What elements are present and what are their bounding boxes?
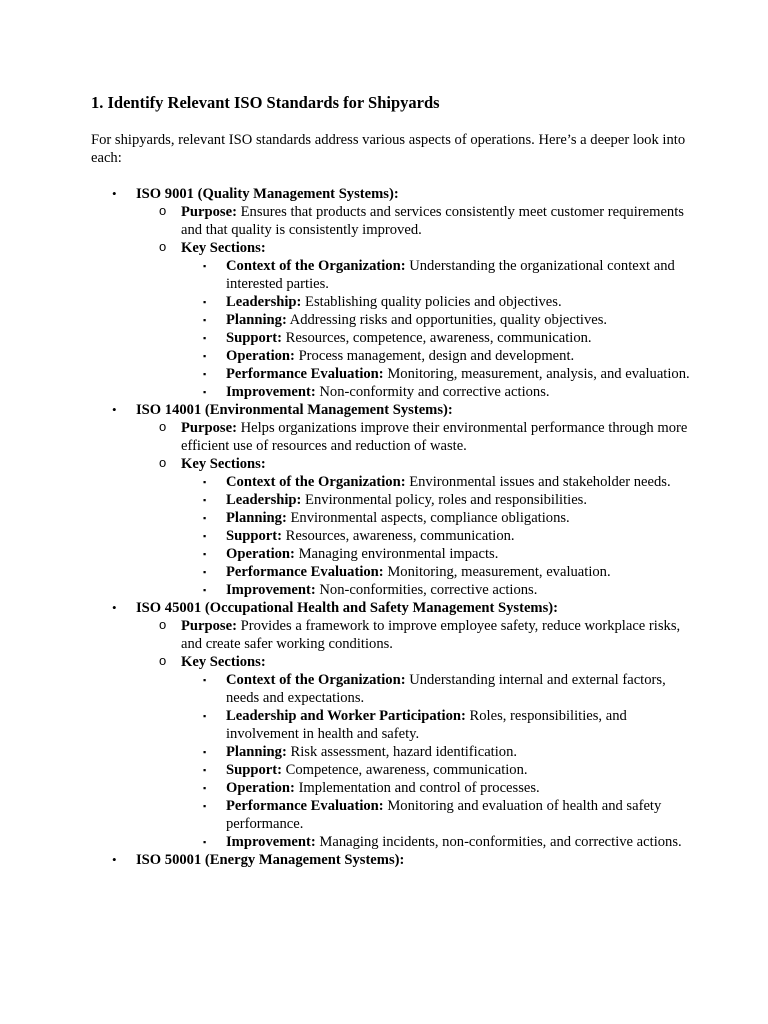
square-bullet-icon: ▪: [203, 351, 207, 361]
standard-title: ISO 50001 (Energy Management Systems):: [136, 852, 405, 868]
key-section-text: Resources, competence, awareness, communication.: [281, 330, 592, 346]
square-bullet-icon: ▪: [203, 333, 207, 343]
purpose-text: Provides a framework to improve employee safety, reduce workplace risks, and create safer working conditions.: [181, 618, 681, 652]
key-section-label: Planning:: [226, 510, 287, 526]
key-section-text: Risk assessment, hazard identification.: [286, 744, 518, 760]
key-section-label: Operation:: [226, 546, 295, 562]
key-section-label: Leadership and Worker Participation:: [226, 708, 466, 724]
key-section-text: Competence, awareness, communication.: [281, 762, 528, 778]
key-section-label: Performance Evaluation:: [226, 366, 384, 382]
square-bullet-icon: ▪: [203, 261, 207, 271]
key-section-item: [181, 563, 691, 581]
bullet-icon: •: [112, 600, 117, 615]
circle-bullet-icon: o: [159, 455, 167, 470]
key-section-label: Support:: [226, 330, 282, 346]
square-bullet-icon: ▪: [203, 747, 207, 757]
key-section-text: Non-conformities, corrective actions.: [315, 582, 538, 598]
key-section-item: [181, 833, 691, 851]
square-bullet-icon: ▪: [203, 567, 207, 577]
key-section-label: Improvement:: [226, 384, 316, 400]
key-section-label: Support:: [226, 528, 282, 544]
purpose-item: [136, 617, 691, 653]
key-section-label: Improvement:: [226, 834, 316, 850]
key-sections-item: [136, 653, 691, 851]
key-sections-label: Key Sections:: [181, 654, 266, 670]
key-section-text: Monitoring and evaluation of health and safety performance.: [226, 798, 662, 832]
key-section-item: [181, 761, 691, 779]
key-section-label: Performance Evaluation:: [226, 798, 384, 814]
key-section-item: [181, 545, 691, 563]
key-section-label: Context of the Organization:: [226, 474, 406, 490]
key-section-item: [181, 347, 691, 365]
key-sections-list: [181, 473, 691, 599]
square-bullet-icon: ▪: [203, 297, 207, 307]
key-section-item: [181, 527, 691, 545]
key-section-text: Non-conformity and corrective actions.: [315, 384, 550, 400]
circle-bullet-icon: o: [159, 653, 167, 668]
purpose-item: [136, 203, 691, 239]
circle-bullet-icon: o: [159, 419, 167, 434]
circle-bullet-icon: o: [159, 203, 167, 218]
key-section-text: Monitoring, measurement, analysis, and evaluation.: [383, 366, 690, 382]
square-bullet-icon: ▪: [203, 477, 207, 487]
key-section-text: Managing environmental impacts.: [294, 546, 499, 562]
square-bullet-icon: ▪: [203, 513, 207, 523]
intro-paragraph: For shipyards, relevant ISO standards address various aspects of operations. Here’s a deeper look into each:: [91, 132, 686, 166]
key-section-text: Environmental issues and stakeholder needs.: [405, 474, 671, 490]
key-sections-label: Key Sections:: [181, 240, 266, 256]
key-section-text: Establishing quality policies and objectives.: [301, 294, 562, 310]
key-section-item: [181, 671, 691, 707]
key-section-text: Implementation and control of processes.: [294, 780, 540, 796]
key-section-item: [181, 329, 691, 347]
key-section-text: Roles, responsibilities, and involvement in health and safety.: [226, 708, 627, 742]
square-bullet-icon: ▪: [203, 495, 207, 505]
purpose-label: Purpose:: [181, 420, 237, 436]
square-bullet-icon: ▪: [203, 585, 207, 595]
square-bullet-icon: ▪: [203, 783, 207, 793]
key-section-label: Leadership:: [226, 294, 302, 310]
key-section-label: Support:: [226, 762, 282, 778]
standard-item: [91, 401, 691, 599]
square-bullet-icon: ▪: [203, 531, 207, 541]
key-sections-item: [136, 455, 691, 599]
standard-item: [91, 599, 691, 851]
key-section-label: Planning:: [226, 312, 287, 328]
key-section-label: Context of the Organization:: [226, 672, 406, 688]
key-section-item: [181, 509, 691, 527]
key-section-text: Monitoring, measurement, evaluation.: [383, 564, 611, 580]
key-sections-label: Key Sections:: [181, 456, 266, 472]
key-section-label: Operation:: [226, 780, 295, 796]
key-section-label: Performance Evaluation:: [226, 564, 384, 580]
key-section-text: Environmental policy, roles and responsibilities.: [301, 492, 588, 508]
standard-title: ISO 14001 (Environmental Management Systems):: [136, 402, 453, 418]
key-section-label: Context of the Organization:: [226, 258, 406, 274]
bullet-icon: •: [112, 852, 117, 867]
key-section-item: [181, 473, 691, 491]
standard-details: [136, 203, 691, 401]
standards-list: [91, 185, 691, 869]
key-section-item: [181, 365, 691, 383]
standard-title: ISO 45001 (Occupational Health and Safety Management Systems):: [136, 600, 558, 616]
standard-item: [91, 851, 691, 869]
square-bullet-icon: ▪: [203, 765, 207, 775]
purpose-text: Ensures that products and services consistently meet customer requirements and that quality is consistently improved.: [181, 204, 684, 238]
key-section-item: [181, 581, 691, 599]
key-section-text: Resources, awareness, communication.: [281, 528, 515, 544]
key-section-text: Managing incidents, non-conformities, and corrective actions.: [315, 834, 682, 850]
square-bullet-icon: ▪: [203, 675, 207, 685]
key-sections-list: [181, 671, 691, 851]
key-sections-list: [181, 257, 691, 401]
key-section-item: [181, 743, 691, 761]
purpose-item: [136, 419, 691, 455]
standard-title: ISO 9001 (Quality Management Systems):: [136, 186, 399, 202]
key-section-label: Improvement:: [226, 582, 316, 598]
square-bullet-icon: ▪: [203, 711, 207, 721]
key-section-label: Operation:: [226, 348, 295, 364]
key-section-text: Process management, design and development.: [294, 348, 575, 364]
bullet-icon: •: [112, 186, 117, 201]
purpose-label: Purpose:: [181, 618, 237, 634]
standard-item: [91, 185, 691, 401]
key-section-text: Environmental aspects, compliance obligations.: [286, 510, 570, 526]
key-section-text: Understanding the organizational context and interested parties.: [226, 258, 675, 292]
square-bullet-icon: ▪: [203, 801, 207, 811]
standard-details: [136, 617, 691, 851]
key-section-text: Understanding internal and external factors, needs and expectations.: [226, 672, 666, 706]
section-heading: 1. Identify Relevant ISO Standards for Shipyards: [91, 93, 440, 112]
square-bullet-icon: ▪: [203, 837, 207, 847]
key-section-item: [181, 311, 691, 329]
square-bullet-icon: ▪: [203, 369, 207, 379]
square-bullet-icon: ▪: [203, 387, 207, 397]
key-section-item: [181, 293, 691, 311]
square-bullet-icon: ▪: [203, 549, 207, 559]
standard-details: [136, 419, 691, 599]
key-section-item: [181, 491, 691, 509]
key-section-item: [181, 707, 691, 743]
key-section-item: [181, 257, 691, 293]
key-section-item: [181, 779, 691, 797]
key-section-label: Planning:: [226, 744, 287, 760]
circle-bullet-icon: o: [159, 239, 167, 254]
purpose-text: Helps organizations improve their environmental performance through more efficient use of resources and reduction of waste.: [181, 420, 688, 454]
key-sections-item: [136, 239, 691, 401]
square-bullet-icon: ▪: [203, 315, 207, 325]
purpose-label: Purpose:: [181, 204, 237, 220]
bullet-icon: •: [112, 402, 117, 417]
key-section-text: Addressing risks and opportunities, quality objectives.: [286, 312, 608, 328]
circle-bullet-icon: o: [159, 617, 167, 632]
key-section-item: [181, 797, 691, 833]
key-section-item: [181, 383, 691, 401]
key-section-label: Leadership:: [226, 492, 302, 508]
